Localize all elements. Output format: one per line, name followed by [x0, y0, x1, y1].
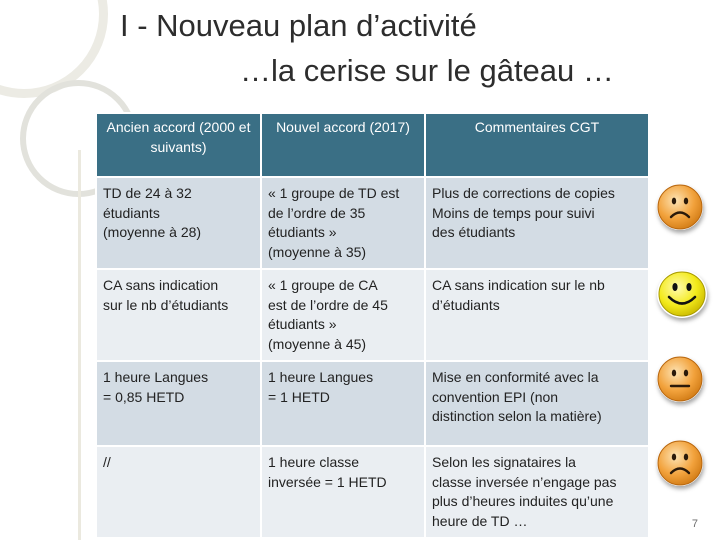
cell-new: 1 heure classe inversée = 1 HETD [261, 446, 425, 538]
happy-face-icon [657, 270, 707, 318]
header-old-agreement: Ancien accord (2000 et suivants) [96, 113, 261, 177]
header-cgt-comments: Commentaires CGT [425, 113, 649, 177]
table-row [96, 269, 649, 361]
cell-new: « 1 groupe de TD est de l’ordre de 35 étudiants » (moyenne à 35) [261, 177, 425, 269]
slide-title-line-2: …la cerise sur le gâteau … [240, 53, 614, 88]
cell-comment: Selon les signataires la classe inversée n’engage pas plus d’heures induites qu’une heure de TD … [425, 446, 649, 538]
cell-new: 1 heure Langues = 1 HETD [261, 361, 425, 446]
cell-old: TD de 24 à 32 étudiants (moyenne à 28) [96, 177, 261, 269]
cell-comment: CA sans indication sur le nb d’étudiants [425, 269, 649, 361]
page-number: 7 [691, 518, 698, 530]
sad-face-icon [657, 184, 703, 230]
table-row [96, 361, 649, 446]
decorative-line [78, 150, 81, 540]
cell-old: // [96, 446, 261, 538]
table-row [96, 446, 649, 538]
table-header-row [96, 113, 649, 177]
header-new-agreement: Nouvel accord (2017) [261, 113, 425, 177]
table-row [96, 177, 649, 269]
cell-comment: Mise en conformité avec la convention EPI (non distinction selon la matière) [425, 361, 649, 446]
cell-new: « 1 groupe de CA est de l’ordre de 45 étudiants » (moyenne à 45) [261, 269, 425, 361]
slide-title-line-1: I - Nouveau plan d’activité [120, 8, 477, 43]
neutral-face-icon [657, 356, 703, 402]
cell-comment: Plus de corrections de copies Moins de temps pour suivi des étudiants [425, 177, 649, 269]
cell-old: 1 heure Langues = 0,85 HETD [96, 361, 261, 446]
cell-old: CA sans indication sur le nb d’étudiants [96, 269, 261, 361]
comparison-table [95, 112, 650, 539]
sad-face-icon [657, 440, 703, 486]
